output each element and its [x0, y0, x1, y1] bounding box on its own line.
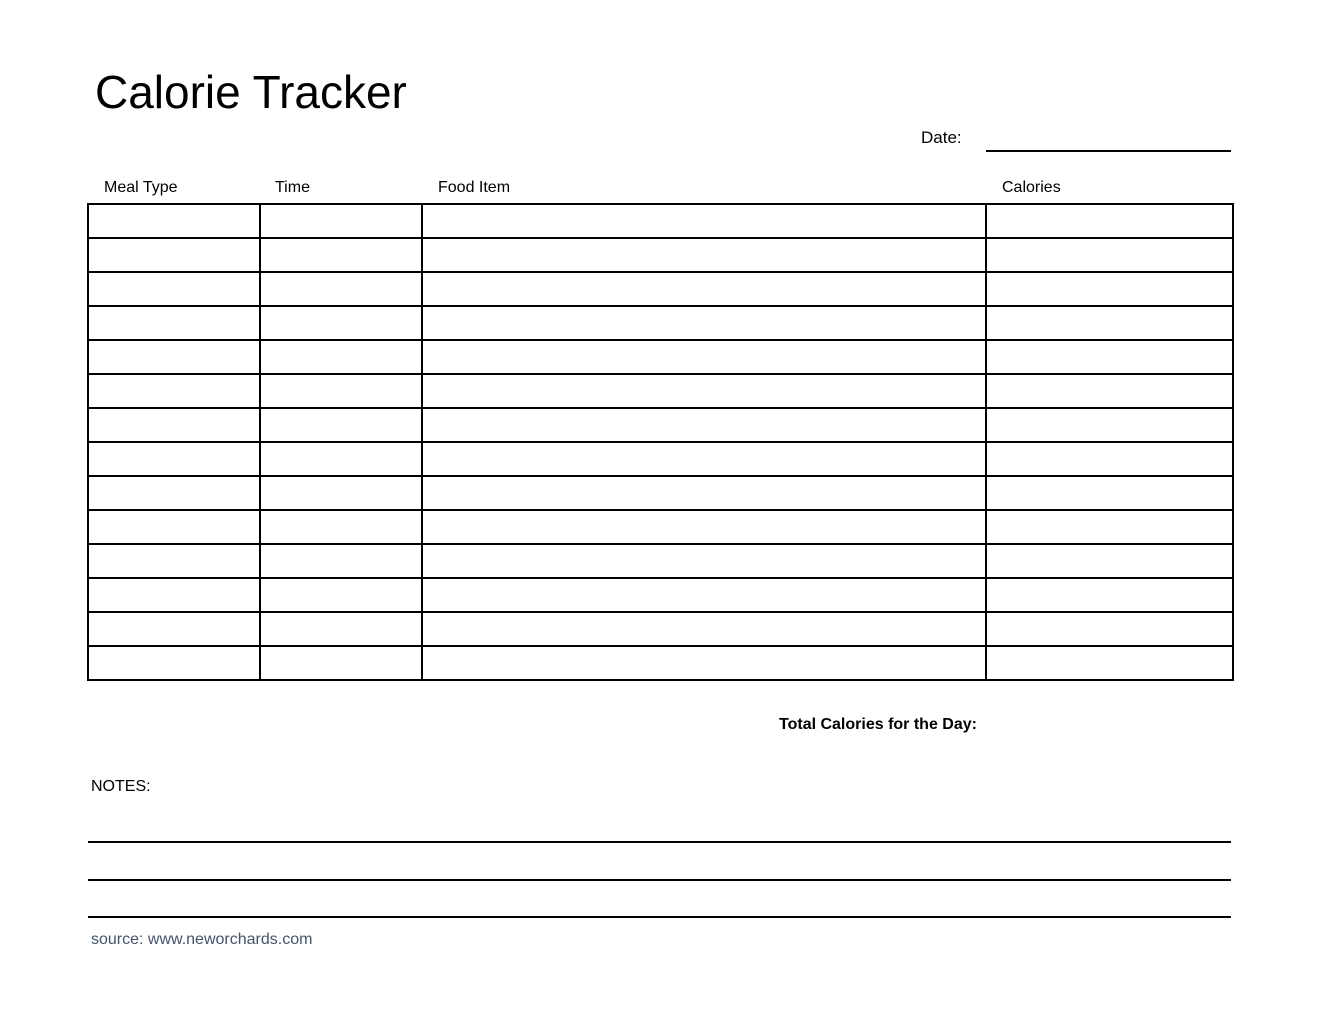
calorie-log-body [88, 204, 1233, 680]
time-cell[interactable] [260, 612, 422, 646]
table-row [88, 476, 1233, 510]
meal-type-cell[interactable] [88, 476, 260, 510]
calorie-log-table [87, 203, 1234, 681]
table-row [88, 646, 1233, 680]
time-cell[interactable] [260, 306, 422, 340]
calories-cell[interactable] [986, 408, 1233, 442]
table-row [88, 408, 1233, 442]
meal-type-cell[interactable] [88, 612, 260, 646]
food-item-cell[interactable] [422, 204, 986, 238]
food-item-cell[interactable] [422, 272, 986, 306]
table-row [88, 374, 1233, 408]
calories-cell[interactable] [986, 510, 1233, 544]
total-calories-label: Total Calories for the Day: [779, 716, 977, 733]
column-header-calories: Calories [1002, 179, 1061, 196]
page-title: Calorie Tracker [95, 66, 407, 118]
table-row [88, 612, 1233, 646]
calories-cell[interactable] [986, 204, 1233, 238]
table-row [88, 238, 1233, 272]
food-item-cell[interactable] [422, 612, 986, 646]
column-header-time: Time [275, 179, 310, 196]
meal-type-cell[interactable] [88, 578, 260, 612]
notes-line[interactable] [88, 916, 1231, 918]
calories-cell[interactable] [986, 238, 1233, 272]
time-cell[interactable] [260, 340, 422, 374]
calories-cell[interactable] [986, 544, 1233, 578]
food-item-cell[interactable] [422, 374, 986, 408]
food-item-cell[interactable] [422, 646, 986, 680]
date-field[interactable] [986, 150, 1231, 152]
meal-type-cell[interactable] [88, 306, 260, 340]
table-row [88, 340, 1233, 374]
food-item-cell[interactable] [422, 408, 986, 442]
calories-cell[interactable] [986, 374, 1233, 408]
calories-cell[interactable] [986, 272, 1233, 306]
table-row [88, 442, 1233, 476]
time-cell[interactable] [260, 646, 422, 680]
time-cell[interactable] [260, 510, 422, 544]
food-item-cell[interactable] [422, 306, 986, 340]
table-row [88, 306, 1233, 340]
food-item-cell[interactable] [422, 238, 986, 272]
meal-type-cell[interactable] [88, 340, 260, 374]
meal-type-cell[interactable] [88, 374, 260, 408]
food-item-cell[interactable] [422, 578, 986, 612]
time-cell[interactable] [260, 272, 422, 306]
time-cell[interactable] [260, 476, 422, 510]
calories-cell[interactable] [986, 612, 1233, 646]
notes-line[interactable] [88, 841, 1231, 843]
meal-type-cell[interactable] [88, 238, 260, 272]
food-item-cell[interactable] [422, 544, 986, 578]
table-row [88, 272, 1233, 306]
calories-cell[interactable] [986, 646, 1233, 680]
time-cell[interactable] [260, 442, 422, 476]
time-cell[interactable] [260, 578, 422, 612]
table-row [88, 578, 1233, 612]
meal-type-cell[interactable] [88, 646, 260, 680]
column-header-meal-type: Meal Type [104, 179, 178, 196]
meal-type-cell[interactable] [88, 272, 260, 306]
meal-type-cell[interactable] [88, 544, 260, 578]
table-row [88, 204, 1233, 238]
calories-cell[interactable] [986, 340, 1233, 374]
food-item-cell[interactable] [422, 510, 986, 544]
date-label: Date: [921, 128, 962, 147]
notes-line[interactable] [88, 879, 1231, 881]
time-cell[interactable] [260, 544, 422, 578]
time-cell[interactable] [260, 204, 422, 238]
column-header-food-item: Food Item [438, 179, 511, 196]
table-row [88, 510, 1233, 544]
time-cell[interactable] [260, 408, 422, 442]
notes-label: NOTES: [91, 778, 151, 795]
source-credit: source: www.neworchards.com [91, 931, 313, 948]
time-cell[interactable] [260, 374, 422, 408]
meal-type-cell[interactable] [88, 408, 260, 442]
meal-type-cell[interactable] [88, 510, 260, 544]
food-item-cell[interactable] [422, 476, 986, 510]
table-row [88, 544, 1233, 578]
calories-cell[interactable] [986, 476, 1233, 510]
food-item-cell[interactable] [422, 340, 986, 374]
calories-cell[interactable] [986, 306, 1233, 340]
food-item-cell[interactable] [422, 442, 986, 476]
time-cell[interactable] [260, 238, 422, 272]
meal-type-cell[interactable] [88, 204, 260, 238]
calories-cell[interactable] [986, 578, 1233, 612]
calories-cell[interactable] [986, 442, 1233, 476]
meal-type-cell[interactable] [88, 442, 260, 476]
